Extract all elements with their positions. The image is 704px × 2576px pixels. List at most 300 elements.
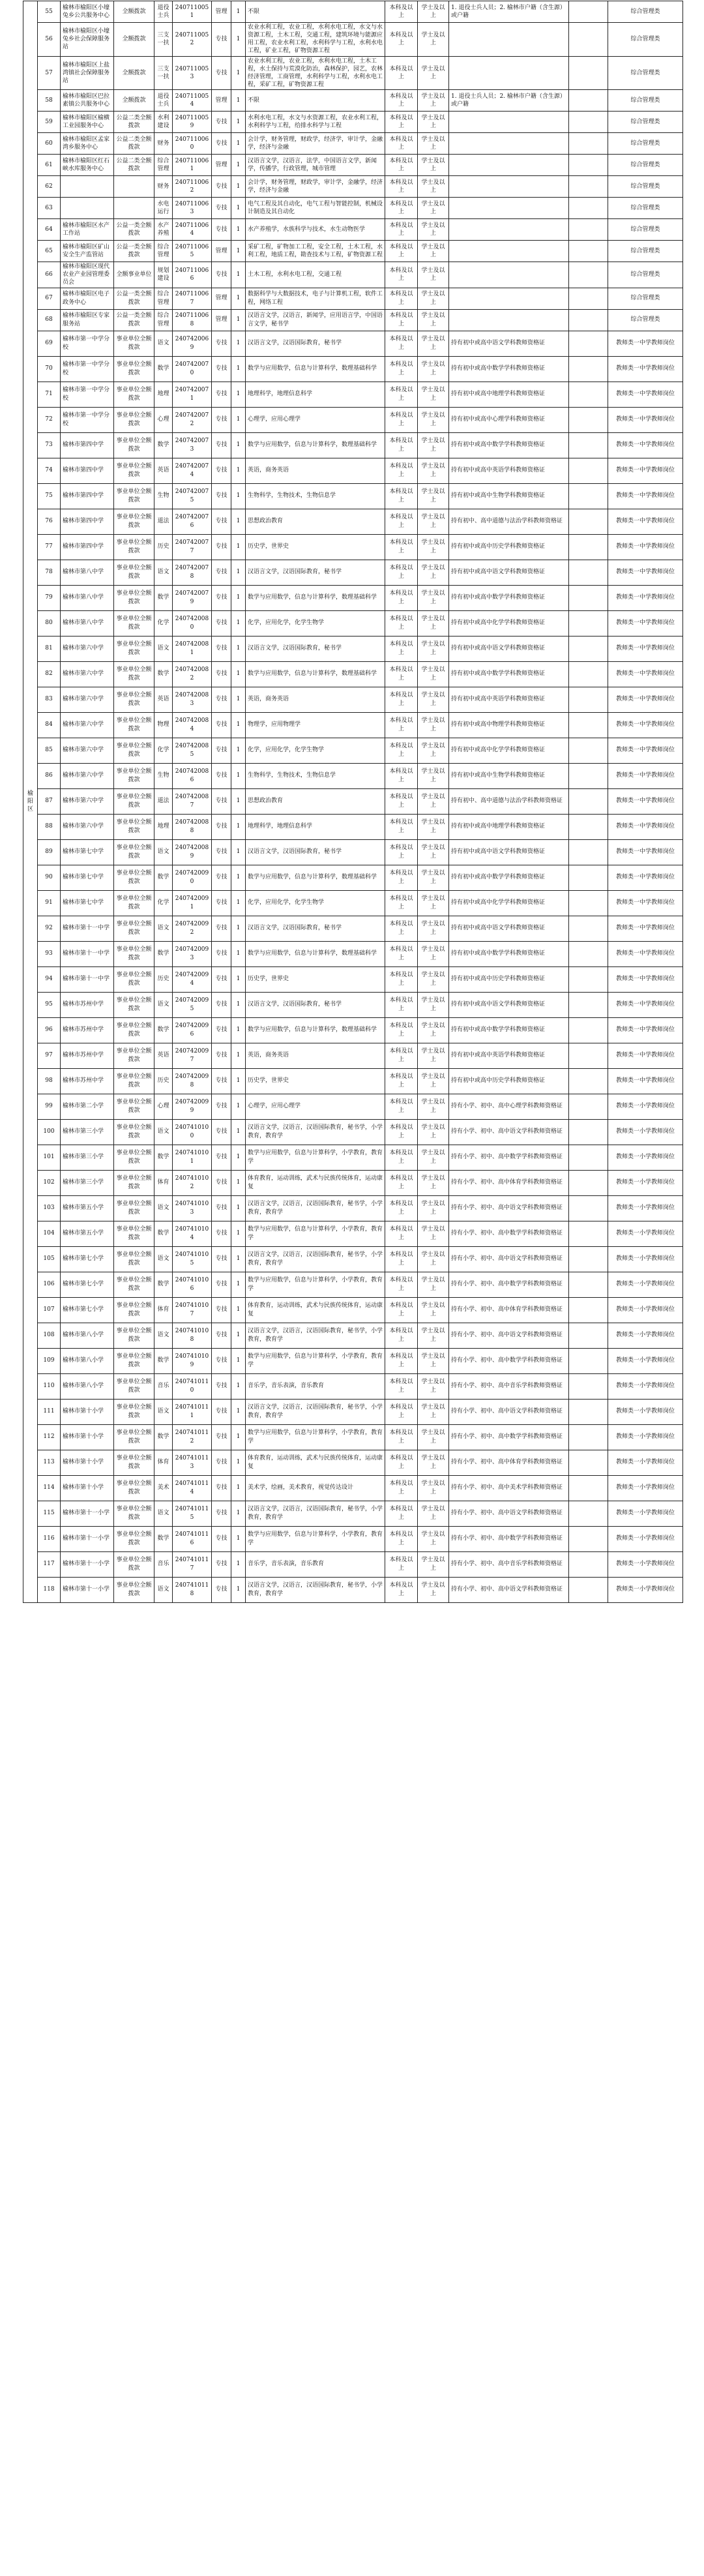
cell-blank — [569, 1170, 608, 1195]
cell-remark: 教师类一小学教师岗位 — [608, 1094, 683, 1119]
cell-post-code: 2407410100 — [173, 1119, 212, 1145]
cell-degree: 学士及以上 — [418, 1424, 449, 1450]
cell-post-type: 专技 — [212, 133, 231, 155]
cell-category: 公益二类全额拨款 — [114, 155, 154, 176]
cell-other-requirements: 持有小学、初中、高中音乐学科教师资格证 — [449, 1373, 569, 1399]
cell-post: 语文 — [154, 916, 173, 941]
cell-unit: 榆林市第一中学分校 — [61, 331, 114, 356]
cell-post: 综合管理 — [154, 288, 173, 309]
cell-category: 事业单位全额拨款 — [114, 610, 154, 636]
table-row — [23, 219, 683, 241]
cell-category: 事业单位全额拨款 — [114, 738, 154, 763]
cell-other-requirements: 持有初中或高中数学学科教师资格证 — [449, 1017, 569, 1043]
cell-blank — [569, 1043, 608, 1068]
cell-other-requirements — [449, 176, 569, 198]
cell-education: 本科及以上 — [385, 941, 418, 966]
cell-remark: 教师类一小学教师岗位 — [608, 1475, 683, 1501]
cell-degree: 学士及以上 — [418, 458, 449, 483]
cell-major: 数学与应用数学，信息与计算科学，小学教育，教育学 — [246, 1145, 385, 1170]
cell-post-type: 专技 — [212, 1246, 231, 1272]
cell-post: 化学 — [154, 890, 173, 916]
cell-post: 地理 — [154, 382, 173, 407]
table-row — [23, 1170, 683, 1195]
table-body — [23, 1, 683, 1603]
cell-education: 本科及以上 — [385, 865, 418, 890]
cell-post-type: 专技 — [212, 738, 231, 763]
cell-degree: 学士及以上 — [418, 1068, 449, 1094]
cell-remark: 教师类一小学教师岗位 — [608, 1145, 683, 1170]
cell-headcount: 1 — [231, 1475, 246, 1501]
cell-post-code: 2407410116 — [173, 1526, 212, 1551]
cell-number: 114 — [38, 1475, 61, 1501]
cell-remark: 教师类一中学教师岗位 — [608, 458, 683, 483]
cell-degree: 学士及以上 — [418, 585, 449, 610]
cell-other-requirements — [449, 56, 569, 90]
cell-unit: 榆林市第八中学 — [61, 585, 114, 610]
cell-major: 生物科学，生物技术，生物信息学 — [246, 763, 385, 788]
cell-remark: 教师类一中学教师岗位 — [608, 636, 683, 661]
cell-headcount: 1 — [231, 916, 246, 941]
cell-education: 本科及以上 — [385, 1195, 418, 1221]
cell-category: 事业单位全额拨款 — [114, 1399, 154, 1424]
cell-post-code: 2407410112 — [173, 1424, 212, 1450]
cell-post-code: 2407420086 — [173, 763, 212, 788]
cell-unit: 榆林市第八小学 — [61, 1323, 114, 1348]
cell-remark: 教师类一小学教师岗位 — [608, 1501, 683, 1526]
cell-post-type: 专技 — [212, 788, 231, 814]
cell-degree: 学士及以上 — [418, 534, 449, 560]
cell-post-type: 管理 — [212, 90, 231, 112]
table-row — [23, 309, 683, 331]
cell-remark: 教师类一小学教师岗位 — [608, 1323, 683, 1348]
cell-post: 英语 — [154, 687, 173, 712]
cell-post-code: 2407420077 — [173, 534, 212, 560]
cell-number: 79 — [38, 585, 61, 610]
cell-post: 体育 — [154, 1170, 173, 1195]
cell-blank — [569, 1246, 608, 1272]
cell-unit: 榆林市第十小学 — [61, 1399, 114, 1424]
cell-major: 数学与应用数学，信息与计算科学，小学教育，教育学 — [246, 1526, 385, 1551]
cell-education: 本科及以上 — [385, 1119, 418, 1145]
cell-major: 生物科学，生物技术，生物信息学 — [246, 483, 385, 509]
table-row — [23, 1195, 683, 1221]
cell-blank — [569, 1195, 608, 1221]
cell-major: 电气工程及其自动化，电气工程与智能控制，机械设计制造及其自动化 — [246, 198, 385, 219]
cell-post-code: 2407110062 — [173, 176, 212, 198]
cell-other-requirements: 持有初中或高中英语学科教师资格证 — [449, 687, 569, 712]
cell-category: 事业单位全额拨款 — [114, 1068, 154, 1094]
cell-post-type: 专技 — [212, 1119, 231, 1145]
cell-other-requirements: 持有初中或高中地理学科教师资格证 — [449, 814, 569, 839]
cell-headcount: 1 — [231, 1068, 246, 1094]
cell-headcount: 1 — [231, 1297, 246, 1323]
cell-post-type: 专技 — [212, 1043, 231, 1068]
cell-post-code: 2407410113 — [173, 1450, 212, 1475]
cell-education: 本科及以上 — [385, 198, 418, 219]
cell-major: 汉语言文学，汉语国际教育，秘书学 — [246, 636, 385, 661]
cell-major: 思想政治教育 — [246, 509, 385, 534]
cell-unit: 榆林市第十一中学 — [61, 941, 114, 966]
cell-headcount: 1 — [231, 661, 246, 687]
cell-headcount: 1 — [231, 1, 246, 23]
cell-number: 113 — [38, 1450, 61, 1475]
cell-number: 73 — [38, 432, 61, 458]
cell-post-type: 专技 — [212, 1195, 231, 1221]
cell-remark: 教师类一中学教师岗位 — [608, 865, 683, 890]
cell-number: 118 — [38, 1577, 61, 1602]
cell-post-type: 专技 — [212, 1094, 231, 1119]
table-row — [23, 1145, 683, 1170]
cell-other-requirements: 持有小学、初中、高中语文学科教师资格证 — [449, 1323, 569, 1348]
cell-remark: 教师类一中学教师岗位 — [608, 839, 683, 865]
cell-unit: 榆林市第八中学 — [61, 610, 114, 636]
cell-remark: 教师类一中学教师岗位 — [608, 1017, 683, 1043]
cell-number: 111 — [38, 1399, 61, 1424]
cell-post: 体育 — [154, 1297, 173, 1323]
cell-major: 地理科学，地理信息科学 — [246, 814, 385, 839]
cell-category: 全额拨款 — [114, 23, 154, 57]
cell-education: 本科及以上 — [385, 288, 418, 309]
cell-remark: 教师类一中学教师岗位 — [608, 509, 683, 534]
cell-headcount: 1 — [231, 585, 246, 610]
cell-degree: 学士及以上 — [418, 1043, 449, 1068]
cell-post-type: 专技 — [212, 941, 231, 966]
table-row — [23, 661, 683, 687]
cell-number: 94 — [38, 966, 61, 992]
cell-category: 事业单位全额拨款 — [114, 1043, 154, 1068]
table-row — [23, 1551, 683, 1577]
cell-headcount: 1 — [231, 1450, 246, 1475]
cell-category: 公益二类全额拨款 — [114, 112, 154, 133]
cell-blank — [569, 890, 608, 916]
cell-other-requirements: 持有小学、初中、高中语文学科教师资格证 — [449, 1399, 569, 1424]
cell-headcount: 1 — [231, 1119, 246, 1145]
cell-unit: 榆林市第十小学 — [61, 1475, 114, 1501]
cell-post-type: 专技 — [212, 1526, 231, 1551]
cell-major: 数学与应用数学，信息与计算科学，数理基础科学 — [246, 432, 385, 458]
cell-number: 64 — [38, 219, 61, 241]
cell-blank — [569, 198, 608, 219]
cell-degree: 学士及以上 — [418, 432, 449, 458]
cell-unit: 榆林市榆阳区小壕兔乡社会保障服务站 — [61, 23, 114, 57]
cell-education: 本科及以上 — [385, 1323, 418, 1348]
cell-blank — [569, 560, 608, 585]
cell-degree: 学士及以上 — [418, 1373, 449, 1399]
cell-education: 本科及以上 — [385, 916, 418, 941]
cell-blank — [569, 636, 608, 661]
cell-number: 85 — [38, 738, 61, 763]
cell-post: 财务 — [154, 176, 173, 198]
cell-post-type: 专技 — [212, 585, 231, 610]
cell-post: 音乐 — [154, 1373, 173, 1399]
table-row — [23, 1348, 683, 1373]
cell-unit: 榆林市第六中学 — [61, 661, 114, 687]
cell-post: 地理 — [154, 814, 173, 839]
table-row — [23, 1399, 683, 1424]
cell-unit — [61, 198, 114, 219]
cell-headcount: 1 — [231, 788, 246, 814]
cell-category: 事业单位全额拨款 — [114, 585, 154, 610]
cell-unit: 榆林市第五小学 — [61, 1195, 114, 1221]
cell-post-code: 2407420090 — [173, 865, 212, 890]
cell-post: 生物 — [154, 483, 173, 509]
cell-post-code: 2407420078 — [173, 560, 212, 585]
cell-degree: 学士及以上 — [418, 610, 449, 636]
cell-blank — [569, 839, 608, 865]
cell-remark: 教师类一中学教师岗位 — [608, 331, 683, 356]
cell-degree: 学士及以上 — [418, 992, 449, 1017]
cell-other-requirements: 持有初中或高中物理学科教师资格证 — [449, 712, 569, 738]
table-row — [23, 585, 683, 610]
cell-other-requirements: 持有初中或高中生物学科教师资格证 — [449, 483, 569, 509]
cell-post-type: 专技 — [212, 1577, 231, 1602]
cell-other-requirements: 持有小学、初中、高中体育学科教师资格证 — [449, 1170, 569, 1195]
cell-remark: 教师类一中学教师岗位 — [608, 966, 683, 992]
cell-other-requirements — [449, 262, 569, 288]
cell-post: 水利建设 — [154, 112, 173, 133]
cell-number: 116 — [38, 1526, 61, 1551]
cell-blank — [569, 1501, 608, 1526]
cell-post: 语文 — [154, 1195, 173, 1221]
cell-major: 汉语言文学，汉语言，汉语国际教育，秘书学，小学教育，教育学 — [246, 1119, 385, 1145]
cell-post-code: 2407410103 — [173, 1195, 212, 1221]
cell-headcount: 1 — [231, 1221, 246, 1246]
cell-category: 事业单位全额拨款 — [114, 331, 154, 356]
cell-remark: 教师类一小学教师岗位 — [608, 1246, 683, 1272]
table-row — [23, 814, 683, 839]
cell-other-requirements — [449, 309, 569, 331]
cell-post-code: 2407420082 — [173, 661, 212, 687]
cell-unit: 榆林市榆阳区小壕兔乡公共服务中心 — [61, 1, 114, 23]
cell-blank — [569, 1551, 608, 1577]
cell-education: 本科及以上 — [385, 1297, 418, 1323]
cell-education: 本科及以上 — [385, 1094, 418, 1119]
cell-number: 66 — [38, 262, 61, 288]
cell-headcount: 1 — [231, 155, 246, 176]
cell-headcount: 1 — [231, 176, 246, 198]
cell-remark: 教师类一小学教师岗位 — [608, 1195, 683, 1221]
cell-remark: 综合管理类 — [608, 23, 683, 57]
cell-number: 67 — [38, 288, 61, 309]
cell-blank — [569, 176, 608, 198]
cell-category: 事业单位全额拨款 — [114, 966, 154, 992]
cell-post-code: 2407410109 — [173, 1348, 212, 1373]
cell-post-type: 专技 — [212, 262, 231, 288]
table-row — [23, 763, 683, 788]
cell-post-type: 专技 — [212, 483, 231, 509]
cell-post-type: 专技 — [212, 56, 231, 90]
cell-category: 全额事业单位 — [114, 262, 154, 288]
table-row — [23, 966, 683, 992]
table-row — [23, 865, 683, 890]
cell-headcount: 1 — [231, 382, 246, 407]
cell-remark: 教师类一小学教师岗位 — [608, 1221, 683, 1246]
cell-category: 事业单位全额拨款 — [114, 1017, 154, 1043]
cell-post: 数学 — [154, 356, 173, 382]
cell-blank — [569, 458, 608, 483]
cell-education: 本科及以上 — [385, 890, 418, 916]
cell-major: 体育教育，运动训练，武术与民族传统体育，运动康复 — [246, 1297, 385, 1323]
cell-category: 事业单位全额拨款 — [114, 712, 154, 738]
cell-headcount: 1 — [231, 1043, 246, 1068]
cell-post: 语文 — [154, 331, 173, 356]
cell-number: 112 — [38, 1424, 61, 1450]
cell-blank — [569, 112, 608, 133]
cell-other-requirements — [449, 23, 569, 57]
cell-education: 本科及以上 — [385, 155, 418, 176]
cell-education: 本科及以上 — [385, 1043, 418, 1068]
table-row — [23, 1475, 683, 1501]
cell-education: 本科及以上 — [385, 839, 418, 865]
cell-number: 56 — [38, 23, 61, 57]
cell-number: 97 — [38, 1043, 61, 1068]
cell-unit: 榆林市第二小学 — [61, 1094, 114, 1119]
cell-major: 英语，商务英语 — [246, 458, 385, 483]
cell-post-type: 专技 — [212, 1272, 231, 1297]
cell-post: 退役士兵 — [154, 1, 173, 23]
cell-post-code: 2407420079 — [173, 585, 212, 610]
cell-remark: 教师类一小学教师岗位 — [608, 1551, 683, 1577]
cell-other-requirements: 持有初中或高中历史学科教师资格证 — [449, 534, 569, 560]
cell-remark: 教师类一中学教师岗位 — [608, 1068, 683, 1094]
cell-major: 汉语言文学，汉语国际教育，秘书学 — [246, 839, 385, 865]
cell-category: 事业单位全额拨款 — [114, 1475, 154, 1501]
cell-education: 本科及以上 — [385, 610, 418, 636]
cell-blank — [569, 1272, 608, 1297]
cell-other-requirements — [449, 155, 569, 176]
cell-degree: 学士及以上 — [418, 155, 449, 176]
table-row — [23, 432, 683, 458]
cell-remark: 教师类一小学教师岗位 — [608, 1526, 683, 1551]
cell-number: 109 — [38, 1348, 61, 1373]
cell-major: 物理学，应用物理学 — [246, 712, 385, 738]
cell-degree: 学士及以上 — [418, 56, 449, 90]
cell-unit: 榆林市第四中学 — [61, 483, 114, 509]
cell-post-code: 2407420074 — [173, 458, 212, 483]
cell-blank — [569, 509, 608, 534]
cell-education: 本科及以上 — [385, 262, 418, 288]
cell-education: 本科及以上 — [385, 1145, 418, 1170]
cell-post-type: 专技 — [212, 1221, 231, 1246]
cell-degree: 学士及以上 — [418, 1221, 449, 1246]
cell-post-code: 2407410110 — [173, 1373, 212, 1399]
cell-post: 数学 — [154, 1272, 173, 1297]
cell-post-type: 专技 — [212, 1145, 231, 1170]
cell-other-requirements: 持有初中或高中历史学科教师资格证 — [449, 1068, 569, 1094]
cell-headcount: 1 — [231, 1501, 246, 1526]
cell-degree: 学士及以上 — [418, 1094, 449, 1119]
table-row — [23, 534, 683, 560]
cell-number: 100 — [38, 1119, 61, 1145]
cell-degree: 学士及以上 — [418, 788, 449, 814]
cell-number: 68 — [38, 309, 61, 331]
cell-headcount: 1 — [231, 1094, 246, 1119]
cell-other-requirements: 持有初中或高中语文学科教师资格证 — [449, 331, 569, 356]
cell-headcount: 1 — [231, 262, 246, 288]
recruitment-table — [23, 1, 683, 1603]
cell-headcount: 1 — [231, 941, 246, 966]
cell-category: 事业单位全额拨款 — [114, 763, 154, 788]
cell-blank — [569, 288, 608, 309]
cell-other-requirements: 持有初中、高中道德与法治学科教师资格证 — [449, 509, 569, 534]
cell-unit: 榆林市第七中学 — [61, 865, 114, 890]
cell-post-code: 2407420075 — [173, 483, 212, 509]
table-row — [23, 610, 683, 636]
cell-unit: 榆林市第一中学分校 — [61, 356, 114, 382]
cell-degree: 学士及以上 — [418, 1526, 449, 1551]
cell-number: 83 — [38, 687, 61, 712]
cell-education: 本科及以上 — [385, 1348, 418, 1373]
cell-headcount: 1 — [231, 483, 246, 509]
cell-number: 71 — [38, 382, 61, 407]
cell-post-code: 2407420087 — [173, 788, 212, 814]
cell-major: 汉语言文学，汉语国际教育，秘书学 — [246, 992, 385, 1017]
table-row — [23, 1, 683, 23]
cell-category — [114, 176, 154, 198]
cell-unit: 榆林市第六中学 — [61, 687, 114, 712]
cell-post-code: 2407110068 — [173, 309, 212, 331]
table-row — [23, 1577, 683, 1602]
cell-number: 92 — [38, 916, 61, 941]
cell-number: 59 — [38, 112, 61, 133]
table-row — [23, 1450, 683, 1475]
cell-category: 事业单位全额拨款 — [114, 1348, 154, 1373]
cell-unit: 榆林市第六中学 — [61, 712, 114, 738]
cell-degree: 学士及以上 — [418, 687, 449, 712]
cell-blank — [569, 610, 608, 636]
cell-education: 本科及以上 — [385, 1272, 418, 1297]
cell-post-code: 2407410105 — [173, 1246, 212, 1272]
cell-unit: 榆林市榆阳区专家服务站 — [61, 309, 114, 331]
cell-headcount: 1 — [231, 133, 246, 155]
table-row — [23, 509, 683, 534]
cell-degree: 学士及以上 — [418, 382, 449, 407]
table-row — [23, 839, 683, 865]
cell-blank — [569, 1068, 608, 1094]
table-row — [23, 1373, 683, 1399]
cell-major: 数学与应用数学，信息与计算科学，数理基础科学 — [246, 661, 385, 687]
table-row — [23, 56, 683, 90]
cell-major: 不限 — [246, 90, 385, 112]
cell-post: 语文 — [154, 1246, 173, 1272]
cell-post: 水产养殖 — [154, 219, 173, 241]
cell-education: 本科及以上 — [385, 1475, 418, 1501]
cell-headcount: 1 — [231, 331, 246, 356]
cell-post-code: 2407420093 — [173, 941, 212, 966]
cell-blank — [569, 585, 608, 610]
cell-blank — [569, 1450, 608, 1475]
cell-post-type: 专技 — [212, 712, 231, 738]
cell-post-code: 2407410106 — [173, 1272, 212, 1297]
cell-number: 93 — [38, 941, 61, 966]
cell-blank — [569, 1145, 608, 1170]
cell-post-type: 专技 — [212, 112, 231, 133]
cell-number: 90 — [38, 865, 61, 890]
cell-major: 数学与应用数学，信息与计算科学，小学教育，教育学 — [246, 1348, 385, 1373]
cell-post: 音乐 — [154, 1551, 173, 1577]
cell-category: 事业单位全额拨款 — [114, 1272, 154, 1297]
cell-headcount: 1 — [231, 309, 246, 331]
cell-other-requirements: 持有初中、高中道德与法治学科教师资格证 — [449, 788, 569, 814]
cell-major: 汉语言文学，汉语国际教育，秘书学 — [246, 916, 385, 941]
table-row — [23, 1272, 683, 1297]
cell-degree: 学士及以上 — [418, 839, 449, 865]
cell-education: 本科及以上 — [385, 219, 418, 241]
cell-blank — [569, 661, 608, 687]
cell-remark: 综合管理类 — [608, 219, 683, 241]
cell-unit: 榆林市苏州中学 — [61, 992, 114, 1017]
cell-category: 事业单位全额拨款 — [114, 1424, 154, 1450]
